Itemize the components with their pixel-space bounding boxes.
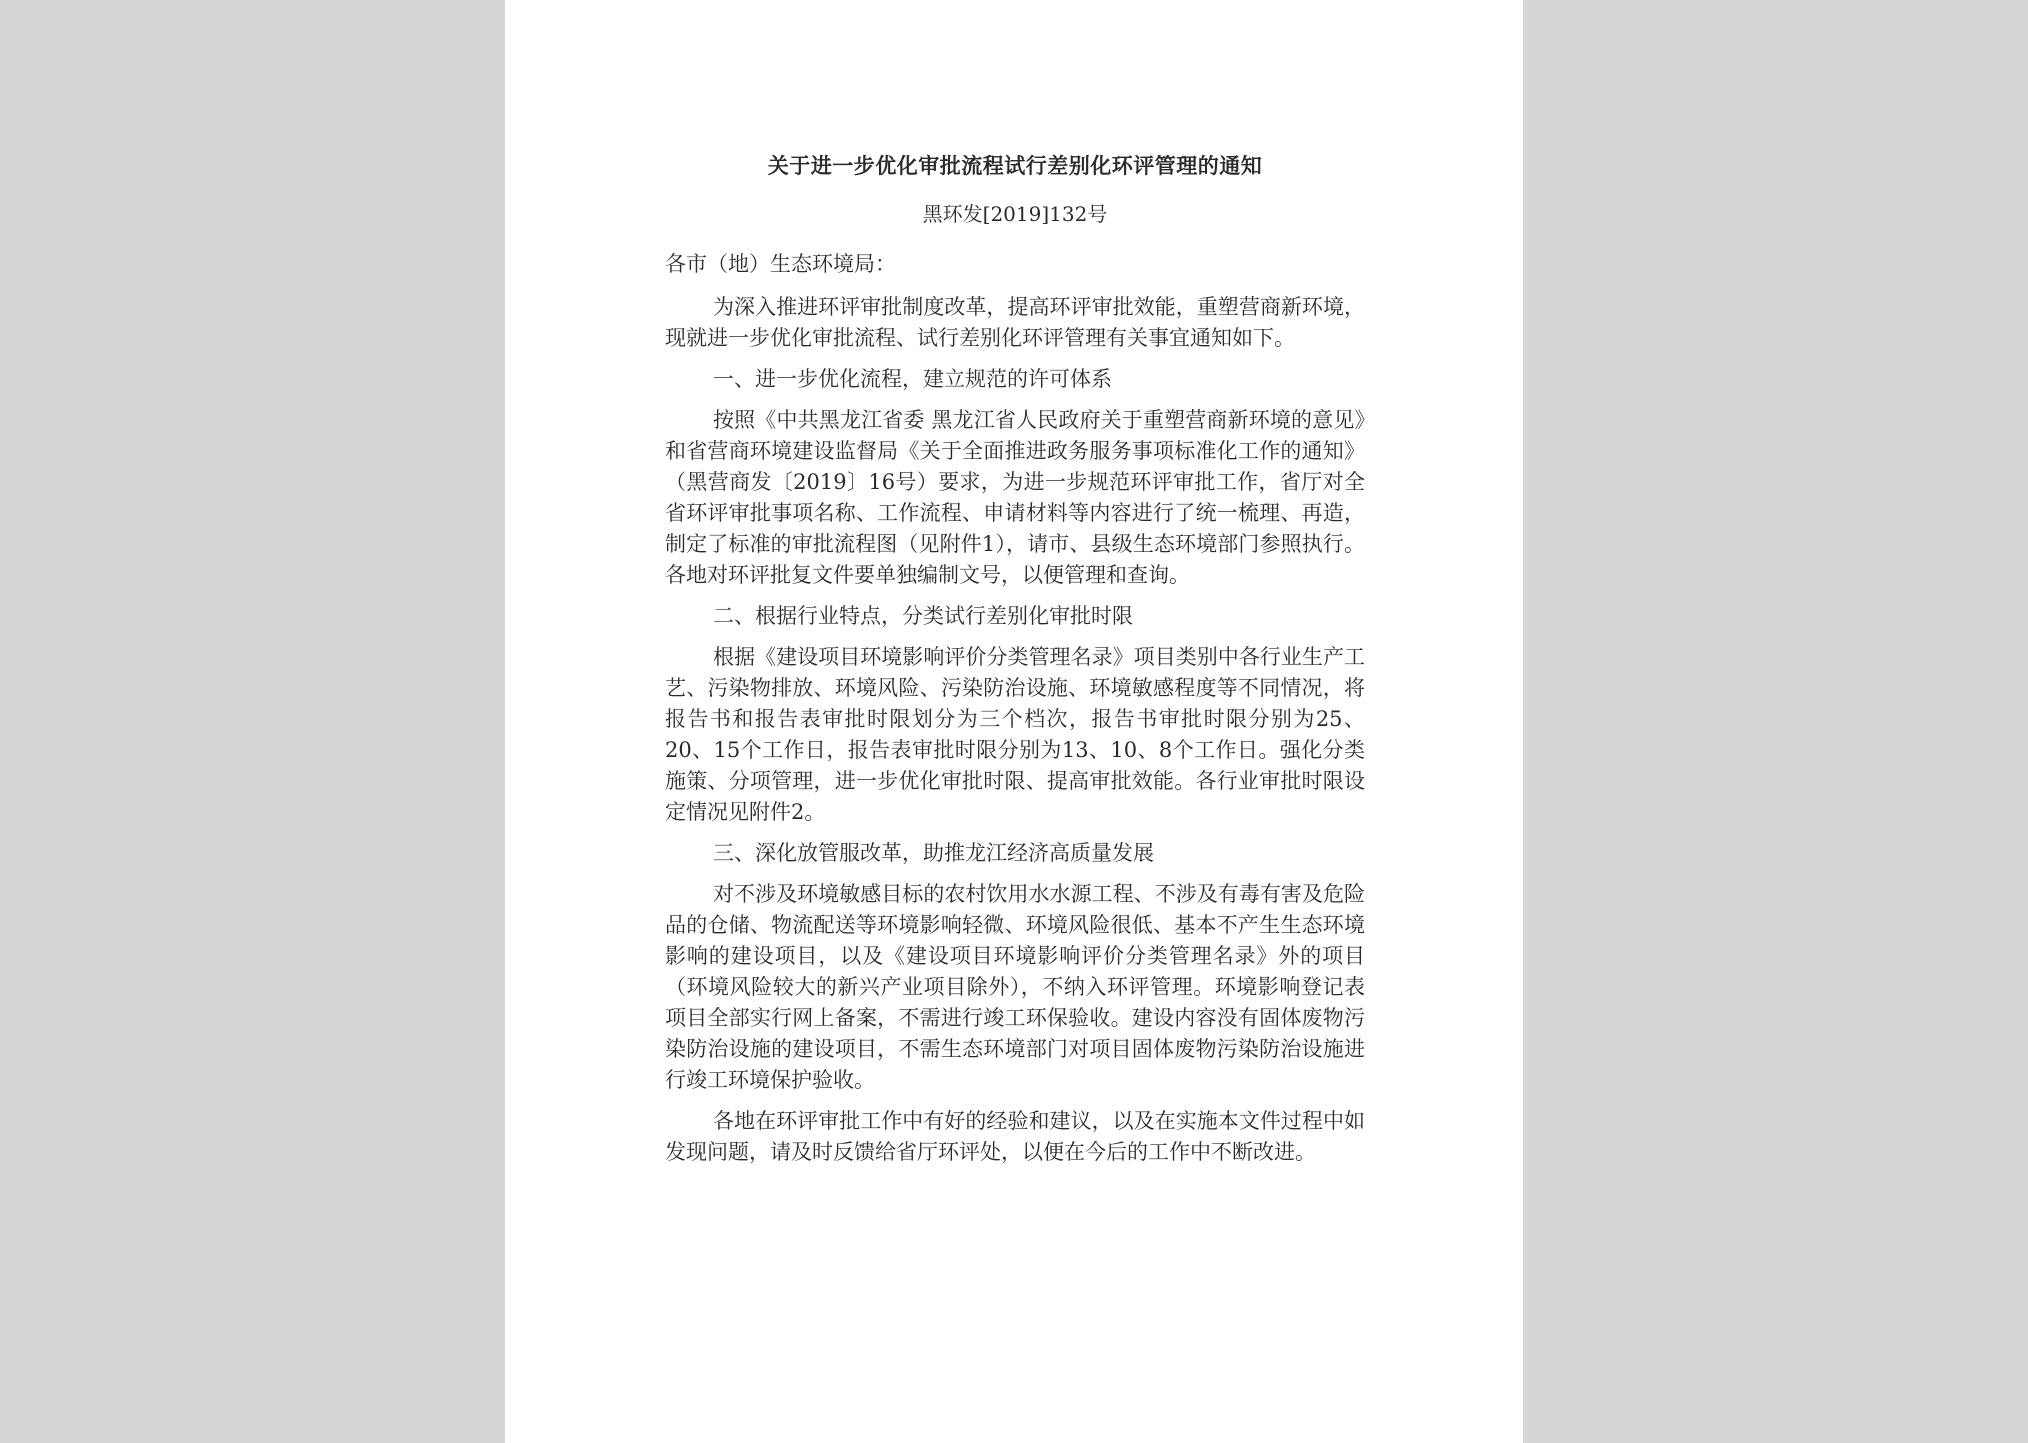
section-3-heading: 三、深化放管服改革，助推龙江经济高质量发展 (713, 841, 1154, 865)
section-1-heading: 一、进一步优化流程，建立规范的许可体系 (713, 367, 1112, 391)
section-1-body: 按照《中共黑龙江省委 黑龙江省人民政府关于重塑营商新环境的意见》和省营商环境建设监督局《关于全面推进政务服务事项标准化工作的通知》（黑营商发〔2019〕16号）要求，为进一步规范环评审批工作，省厅对全省环评审批事项名称、工作流程、申请材料等内容进行了统一梳理、再造，制定了标准的审批流程图（见附件1），请市、县级生态环境部门参照执行。各地对环评批复文件要单独编制文号，以便管理和查询。 (665, 408, 1365, 587)
intro-paragraph: 为深入推进环评审批制度改革，提高环评审批效能，重塑营商新环境，现就进一步优化审批流程、试行差别化环评管理有关事宜通知如下。 (665, 295, 1365, 350)
document-content (665, 150, 1365, 1178)
section-2-heading: 二、根据行业特点，分类试行差别化审批时限 (713, 604, 1133, 628)
document-title: 关于进一步优化审批流程试行差别化环评管理的通知 (767, 153, 1263, 178)
document-number: 黑环发[2019]132号 (922, 202, 1108, 226)
closing-paragraph: 各地在环评审批工作中有好的经验和建议，以及在实施本文件过程中如发现问题，请及时反馈给省厅环评处，以便在今后的工作中不断改进。 (665, 1109, 1365, 1164)
document-page (505, 0, 1523, 1443)
addressee: 各市（地）生态环境局： (665, 252, 896, 276)
section-3-body: 对不涉及环境敏感目标的农村饮用水水源工程、不涉及有毒有害及危险品的仓储、物流配送等环境影响轻微、环境风险很低、基本不产生生态环境影响的建设项目，以及《建设项目环境影响评价分类管理名录》外的项目（环境风险较大的新兴产业项目除外），不纳入环评管理。环境影响登记表项目全部实行网上备案，不需进行竣工环保验收。建设内容没有固体废物污染防治设施的建设项目，不需生态环境部门对项目固体废物污染防治设施进行竣工环境保护验收。 (665, 882, 1365, 1092)
section-2-body: 根据《建设项目环境影响评价分类管理名录》项目类别中各行业生产工艺、污染物排放、环境风险、污染防治设施、环境敏感程度等不同情况，将报告书和报告表审批时限划分为三个档次，报告书审批时限分别为25、20、15个工作日，报告表审批时限分别为13、10、8个工作日。强化分类施策、分项管理，进一步优化审批时限、提高审批效能。各行业审批时限设定情况见附件2。 (665, 645, 1365, 824)
